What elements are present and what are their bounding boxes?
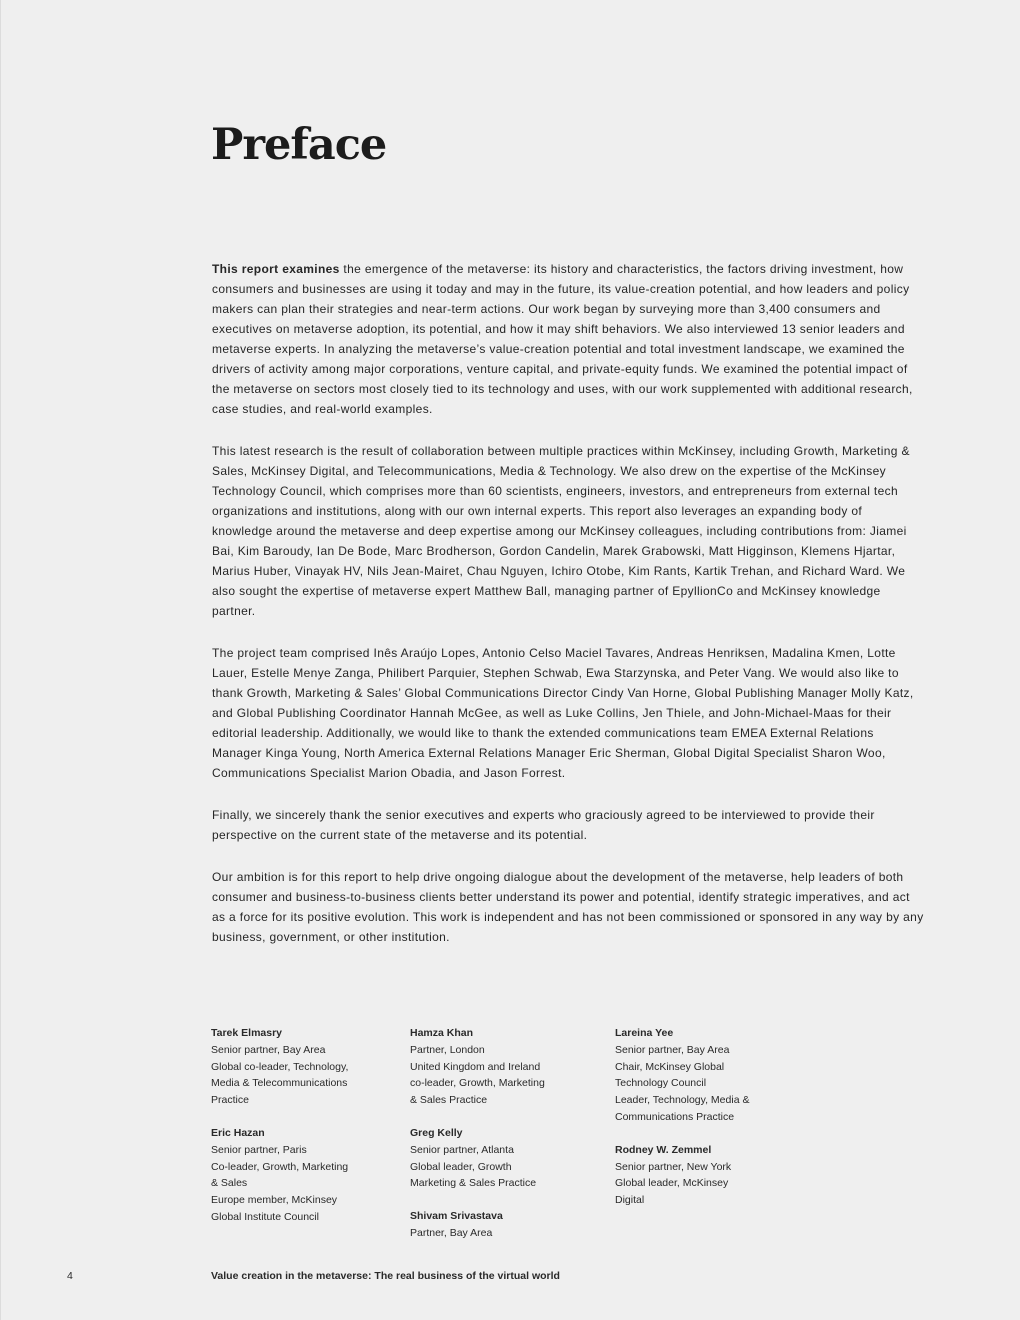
contact-role: Global leader, McKinsey	[615, 1177, 729, 1190]
contact-role: Global Institute Council	[211, 1210, 319, 1223]
contact-role: Global leader, Growth	[410, 1160, 512, 1173]
contact-name: Hamza Khan	[410, 1027, 474, 1039]
contact-role: Partner, London	[410, 1043, 485, 1056]
paragraph-2: This latest research is the result of collaboration between multiple practices within McKinsey, including Growth, Marketing & Sales, McKinsey Digital, and Telecommunications, Media & Technology. We also drew on the expertise of the McKinsey Technology Council, which comprises more than 60 scientists, engineers, investors, and entrepreneurs from external tech organizations and institutions, along with our own internal experts. This report also leverages an expanding body of knowledge around the metaverse and deep expertise among our McKinsey colleagues, including contributions from: Jiamei Bai, Kim Baroudy, Ian De Bode, Marc Brodherson, Gordon Candelin, Marek Grabowski, Matt Higginson, Klemens Hjartar, Marius Huber, Vinayak HV, Nils Jean-Mairet, Chau Nguyen, Ichiro Otobe, Kim Rants, Kartik Trehan, and Richard Ward. We also sought the expertise of metaverse expert Matthew Ball, managing partner of EpyllionCo and McKinsey knowledge partner.	[212, 444, 910, 618]
preface-body	[212, 259, 924, 969]
contact-name: Rodney W. Zemmel	[615, 1143, 712, 1156]
contact-role: Chair, McKinsey Global	[615, 1060, 725, 1073]
contact-block	[615, 1142, 795, 1209]
paragraph-5: Our ambition is for this report to help drive ongoing dialogue about the development of the metaverse, help leaders of both consumer and business-to-business clients better understand its power and potential, identify strategic imperatives, and act as a force for its positive evolution. This work is independent and has not been commissioned or sponsored in any way by any business, government, or other institution.	[212, 870, 924, 944]
contact-role: Communications Practice	[615, 1110, 735, 1123]
contact-role: Partner, Bay Area	[410, 1226, 493, 1239]
contact-role: Global co-leader, Technology,	[211, 1060, 349, 1073]
contact-role: Europe member, McKinsey	[211, 1194, 338, 1207]
contact-block	[615, 1025, 795, 1126]
contact-name: Eric Hazan	[211, 1126, 265, 1139]
contact-role: Co-leader, Growth, Marketing	[211, 1160, 349, 1173]
contact-role: Leader, Technology, Media &	[615, 1094, 750, 1107]
contact-role: Senior partner, Bay Area	[615, 1043, 730, 1056]
contacts-column-1	[211, 1025, 391, 1242]
contact-block	[211, 1125, 391, 1226]
contact-role: Digital	[615, 1194, 645, 1207]
paragraph-1-lead: This report examines	[212, 262, 340, 276]
contact-role: & Sales Practice	[410, 1094, 488, 1107]
contact-block	[410, 1208, 590, 1242]
contact-name: Lareina Yee	[615, 1027, 674, 1039]
contact-role: United Kingdom and Ireland	[410, 1060, 541, 1073]
page-title: Preface	[211, 120, 387, 170]
contact-role: & Sales	[211, 1177, 248, 1190]
contact-block	[410, 1125, 590, 1192]
paragraph-1-text: the emergence of the metaverse: its history and characteristics, the factors driving investment, how consumers and businesses are using it today and may in the future, its value-creation potential, and how leaders and policy makers can plan their strategies and near-term actions. Our work began by surveying more than 3,400 consumers and executives on metaverse adoption, its potential, and how it may shift behaviors. We also interviewed 13 senior leaders and metaverse experts. In analyzing the metaverse’s value-creation potential and total investment landscape, we examined the drivers of activity among major corporations, venture capital, and private-equity funds. We examined the potential impact of the metaverse on sectors most closely tied to its technology and uses, with our work supplemented with additional research, case studies, and real-world examples.	[212, 262, 913, 416]
contacts-column-3	[615, 1025, 795, 1225]
contact-block	[410, 1025, 590, 1109]
running-footer-title: Value creation in the metaverse: The real business of the virtual world	[211, 1270, 560, 1282]
contact-name: Tarek Elmasry	[211, 1027, 283, 1039]
contact-role: Senior partner, Atlanta	[410, 1143, 514, 1156]
contact-role: Senior partner, New York	[615, 1160, 732, 1173]
contact-role: Senior partner, Paris	[211, 1143, 307, 1156]
contact-role: Media & Telecommunications	[211, 1077, 348, 1090]
contact-role: Marketing & Sales Practice	[410, 1177, 537, 1190]
contact-role: Practice	[211, 1094, 249, 1107]
paragraph-4: Finally, we sincerely thank the senior executives and experts who graciously agreed to be interviewed to provide their perspective on the current state of the metaverse and its potential.	[212, 808, 875, 842]
contact-role: co-leader, Growth, Marketing	[410, 1077, 545, 1090]
paragraph-1	[212, 259, 924, 419]
contact-block	[211, 1025, 391, 1109]
contact-role: Senior partner, Bay Area	[211, 1043, 326, 1056]
paragraph-3: The project team comprised Inês Araújo Lopes, Antonio Celso Maciel Tavares, Andreas Henriksen, Madalina Kmen, Lotte Lauer, Estelle Menye Zanga, Philibert Parquier, Stephen Schwab, Ewa Starzynska, and Peter Vang. We would also like to thank Growth, Marketing & Sales’ Global Communications Director Cindy Van Horne, Global Publishing Manager Molly Katz, and Global Publishing Coordinator Hannah McGee, as well as Luke Collins, Jen Thiele, and John-Michael-Maas for their editorial leadership. Additionally, we would like to thank the extended communications team EMEA External Relations Manager Kinga Young, North America External Relations Manager Eric Sherman, Global Digital Specialist Sharon Woo, Communications Specialist Marion Obadia, and Jason Forrest.	[212, 646, 914, 780]
contact-role: Technology Council	[615, 1077, 707, 1090]
contact-name: Greg Kelly	[410, 1126, 463, 1139]
page-number: 4	[67, 1270, 73, 1282]
contacts-column-2	[410, 1025, 590, 1258]
contact-name: Shivam Srivastava	[410, 1210, 503, 1223]
